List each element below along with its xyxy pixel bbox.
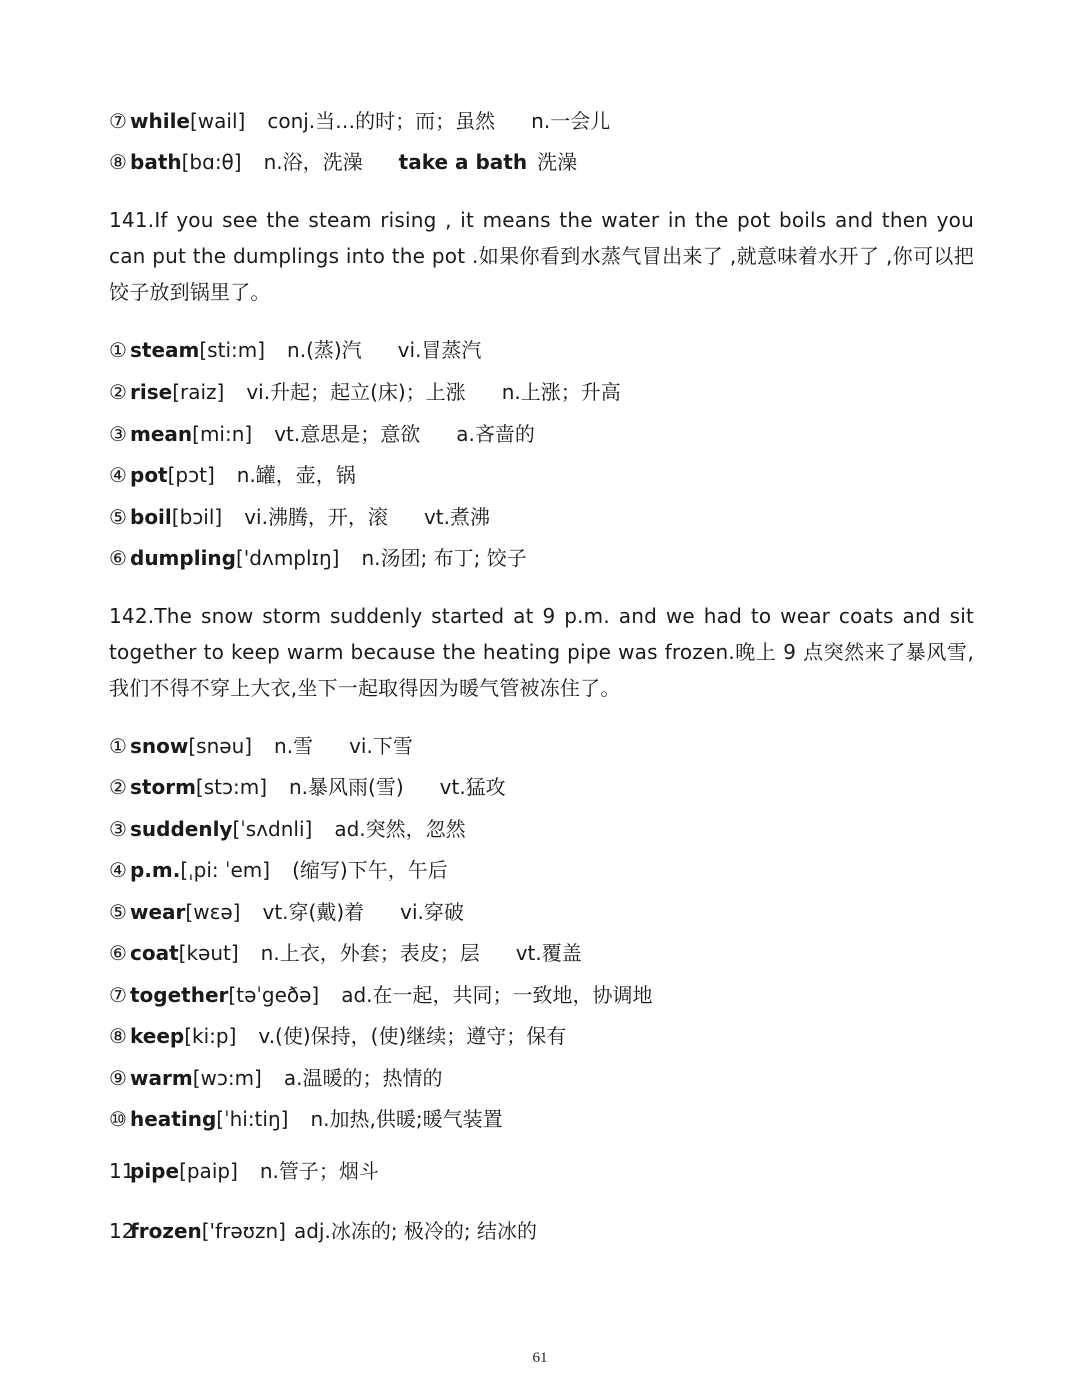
entry-number: 12 — [109, 1219, 135, 1243]
entry-definition: vt.意思是；意欲 — [274, 422, 421, 446]
vocab-entry — [109, 1021, 566, 1051]
entry-word: heating — [130, 1107, 217, 1131]
entry-definition: n.上衣，外套；表皮；层 — [260, 941, 480, 965]
entry-phonetic: [raiz] — [172, 380, 225, 404]
example-sentence: 142.The snow storm suddenly started at 9 p.m. and we had to wear coats and sit together to keep warm because the heating pipe was frozen.晚上 9 点突然来了暴风雪, 我们不得不穿上大衣,坐下一起取得因为暖气管被冻住了。 — [109, 604, 974, 700]
entry-word: snow — [130, 734, 189, 758]
entry-phonetic: ['frəʊzn] — [201, 1219, 286, 1243]
entry-phonetic: [bɔil] — [171, 505, 223, 529]
entry-number: ④ — [109, 463, 127, 487]
entry-phonetic: [paip] — [179, 1159, 238, 1183]
entry-word: storm — [130, 775, 196, 799]
entry-word: rise — [130, 380, 173, 404]
entry-phonetic: [wɛə] — [185, 900, 241, 924]
entry-definition: n.浴，洗澡 — [263, 150, 363, 174]
entry-word: warm — [130, 1066, 193, 1090]
entry-phonetic: [snəu] — [188, 734, 253, 758]
entry-definition: vt.煮沸 — [423, 505, 490, 529]
entry-number: ② — [109, 380, 127, 404]
entry-definition: vi.穿破 — [400, 900, 464, 924]
entry-definition: n.罐，壶，锅 — [236, 463, 356, 487]
entry-word: boil — [130, 505, 172, 529]
entry-number: ④ — [109, 858, 127, 882]
entry-phrase: take a bath — [398, 150, 528, 174]
entry-number: ③ — [109, 422, 127, 446]
vocab-entry — [109, 460, 356, 490]
entry-word: mean — [130, 422, 193, 446]
entry-definition: n.上涨；升高 — [501, 380, 621, 404]
vocab-entry — [109, 1063, 442, 1093]
entry-definition: a.温暖的；热情的 — [283, 1066, 443, 1090]
entry-word: coat — [130, 941, 179, 965]
entry-definition: n.加热,供暖;暖气装置 — [310, 1107, 503, 1131]
entry-phonetic: [ˈsʌdnli] — [232, 817, 313, 841]
entry-number: ⑧ — [109, 150, 127, 174]
entry-definition: ad.在一起，共同；一致地，协调地 — [341, 983, 653, 1007]
vocab-entry — [109, 1216, 537, 1246]
entry-word: p.m. — [130, 858, 181, 882]
entry-phonetic: [ˈhi:tiŋ] — [216, 1107, 289, 1131]
entry-number: ⑤ — [109, 505, 127, 529]
entry-phonetic: [ki:p] — [184, 1024, 237, 1048]
entry-word: dumpling — [130, 546, 236, 570]
vocab-entry — [109, 419, 535, 449]
entry-phonetic: [ˌpi: ˈem] — [180, 858, 271, 882]
example-sentence: 141.If you see the steam rising , it means the water in the pot boils and then you can put the dumplings into the pot .如果你看到水蒸气冒出来了 ,就意味着水开了 ,你可以把饺子放到锅里了。 — [109, 208, 974, 304]
vocab-entry — [109, 938, 582, 968]
entry-number: ⑦ — [109, 983, 127, 1007]
entry-word: suddenly — [130, 817, 233, 841]
entry-word: wear — [130, 900, 186, 924]
entry-definition: v.(使)保持，(使)继续；遵守；保有 — [258, 1024, 567, 1048]
entry-definition: conj.当…的时；而；虽然 — [267, 109, 496, 133]
entry-definition: n.暴风雨(雪) — [289, 775, 404, 799]
entry-phonetic: [pɔt] — [167, 463, 215, 487]
vocab-entry — [109, 814, 466, 844]
vocab-entry — [109, 1156, 379, 1186]
entry-phonetic: [wail] — [190, 109, 246, 133]
entry-definition: n.雪 — [274, 734, 314, 758]
entry-phonetic: [sti:m] — [199, 338, 266, 362]
entry-phonetic: [təˈgeðə] — [228, 983, 320, 1007]
entry-phonetic: [wɔ:m] — [192, 1066, 262, 1090]
entry-definition: n.(蒸)汽 — [287, 338, 362, 362]
entry-definition: a.吝啬的 — [456, 422, 535, 446]
entry-number: ⑥ — [109, 546, 127, 570]
entry-number: ① — [109, 734, 127, 758]
vocab-entry — [109, 731, 413, 761]
entry-definition: ad.突然，忽然 — [334, 817, 466, 841]
entry-phonetic: ['dʌmplɪŋ] — [235, 546, 340, 570]
entry-word: frozen — [130, 1219, 202, 1243]
entry-definition: vi.下雪 — [349, 734, 413, 758]
entry-definition: (缩写)下午，午后 — [292, 858, 448, 882]
entry-number: ③ — [109, 817, 127, 841]
vocab-entry — [109, 335, 481, 365]
entry-phonetic: [bɑ:θ] — [181, 150, 242, 174]
vocab-entry — [109, 106, 610, 136]
entry-phonetic: [mi:n] — [192, 422, 253, 446]
entry-definition: vi.升起；起立(床)；上涨 — [246, 380, 466, 404]
entry-number: ⑦ — [109, 109, 127, 133]
vocab-entry — [109, 502, 490, 532]
entry-number: ⑥ — [109, 941, 127, 965]
entry-definition: adj.冰冻的; 极冷的; 结冰的 — [293, 1219, 538, 1243]
entry-word: together — [130, 983, 229, 1007]
entry-word: pot — [130, 463, 168, 487]
entry-definition: vi.冒蒸汽 — [397, 338, 482, 362]
vocab-entry — [109, 980, 653, 1010]
vocab-entry — [109, 855, 448, 885]
vocab-entry — [109, 543, 527, 573]
entry-number: ⑨ — [109, 1066, 127, 1090]
entry-word: bath — [130, 150, 182, 174]
vocab-entry — [109, 1104, 503, 1134]
vocab-entry — [109, 147, 577, 177]
entry-definition: vt.覆盖 — [515, 941, 582, 965]
vocab-entry — [109, 897, 464, 927]
entry-definition: n.管子；烟斗 — [259, 1159, 379, 1183]
entry-word: pipe — [130, 1159, 180, 1183]
entry-definition: vt.穿(戴)着 — [262, 900, 365, 924]
entry-phonetic: [stɔ:m] — [195, 775, 267, 799]
entry-number: 11 — [109, 1159, 135, 1183]
entry-definition: n.汤团; 布丁; 饺子 — [361, 546, 527, 570]
entry-number: ⑩ — [109, 1107, 127, 1131]
entry-number: ② — [109, 775, 127, 799]
entry-phonetic: [kəut] — [178, 941, 239, 965]
vocab-entry — [109, 377, 621, 407]
entry-definition: vi.沸腾，开，滚 — [244, 505, 388, 529]
entry-number: ⑧ — [109, 1024, 127, 1048]
entry-definition: vt.猛攻 — [439, 775, 506, 799]
entry-word: while — [130, 109, 190, 133]
entry-number: ⑤ — [109, 900, 127, 924]
vocab-entry — [109, 772, 506, 802]
page-number: 61 — [532, 1350, 548, 1366]
entry-number: ① — [109, 338, 127, 362]
entry-word: keep — [130, 1024, 185, 1048]
entry-definition: n.一会儿 — [531, 109, 611, 133]
entry-word: steam — [130, 338, 200, 362]
entry-phrase-definition: 洗澡 — [537, 150, 578, 174]
